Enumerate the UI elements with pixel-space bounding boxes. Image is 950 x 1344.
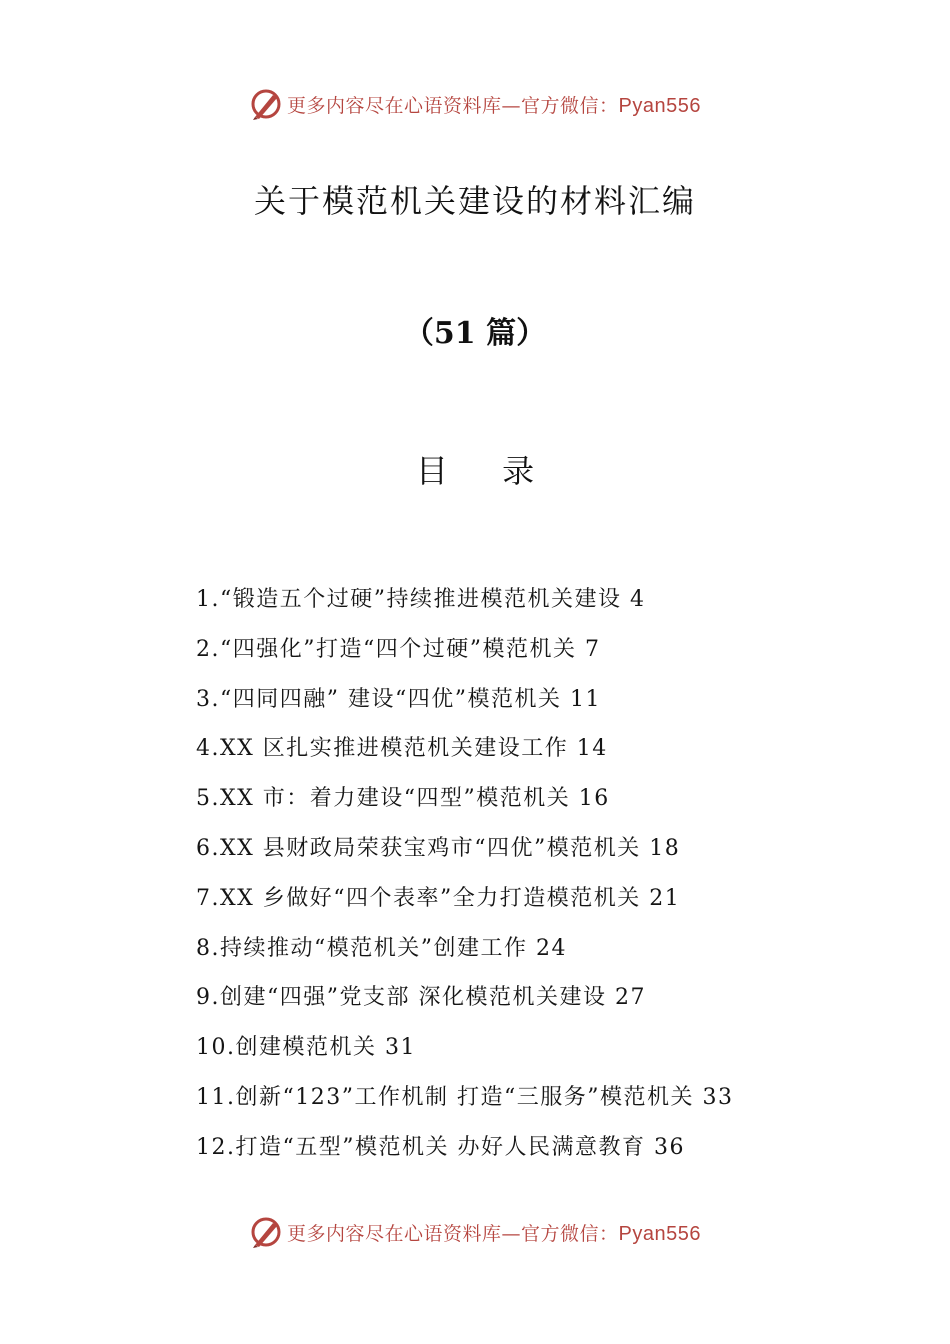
- pen-logo-icon: [249, 87, 283, 121]
- toc-item[interactable]: 8.持续推动“模范机关”创建工作 24: [196, 935, 567, 961]
- pen-logo-icon: [249, 1215, 283, 1249]
- toc-item[interactable]: 9.创建“四强”党支部 深化模范机关建设 27: [196, 985, 646, 1011]
- footer-watermark: [0, 1212, 950, 1252]
- toc-item[interactable]: 2.“四强化”打造“四个过硬”模范机关 7: [196, 636, 601, 662]
- header-watermark: [0, 84, 950, 124]
- watermark-text-cn: 更多内容尽在心语资料库—官方微信：: [287, 94, 619, 117]
- document-title: 关于模范机关建设的材料汇编: [253, 182, 696, 220]
- toc-item[interactable]: 1.“锻造五个过硬”持续推进模范机关建设 4: [196, 587, 646, 612]
- toc-item[interactable]: 10.创建模范机关 31: [196, 1035, 416, 1061]
- watermark-text: [287, 1219, 701, 1246]
- watermark-text-latin: Pyan556: [618, 1222, 701, 1245]
- toc-item[interactable]: 4.XX 区扎实推进模范机关建设工作 14: [196, 736, 608, 762]
- watermark-text-latin: Pyan556: [618, 94, 701, 117]
- document-subtitle: （51 篇）: [403, 316, 547, 351]
- toc-item[interactable]: 3.“四同四融” 建设“四优”模范机关 11: [196, 686, 601, 712]
- toc-heading: 目 录: [415, 452, 557, 490]
- toc-item[interactable]: 7.XX 乡做好“四个表率”全力打造模范机关 21: [196, 885, 681, 911]
- watermark-text-cn: 更多内容尽在心语资料库—官方微信：: [287, 1222, 619, 1245]
- watermark-text: [287, 91, 701, 118]
- toc-item[interactable]: 6.XX 县财政局荣获宝鸡市“四优”模范机关 18: [196, 835, 681, 861]
- table-of-contents: [196, 580, 896, 1178]
- toc-item[interactable]: 12.打造“五型”模范机关 办好人民满意教育 36: [196, 1134, 685, 1160]
- toc-item[interactable]: 5.XX 市：着力建设“四型”模范机关 16: [196, 786, 610, 812]
- toc-item[interactable]: 11.创新“123”工作机制 打造“三服务”模范机关 33: [196, 1084, 734, 1110]
